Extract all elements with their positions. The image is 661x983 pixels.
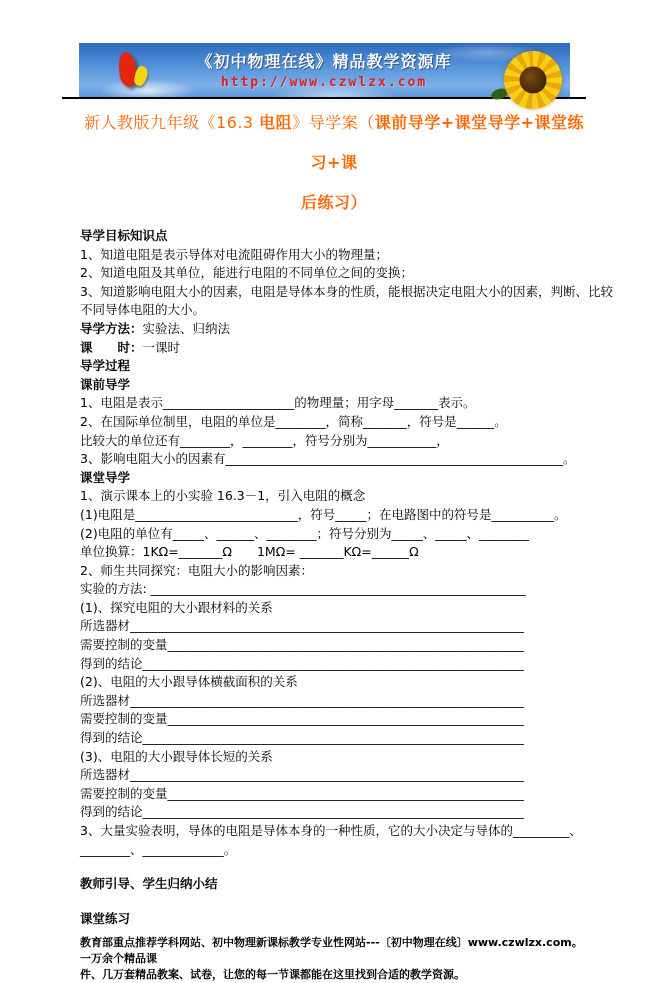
text-line: 1、演示课本上的小实验 16.3－1，引入电阻的概念 — [80, 488, 366, 504]
text-line: 所选器材_______________________________________________________________ — [80, 618, 524, 634]
document-body — [0, 227, 661, 928]
text-line: 3、知道影响电阻大小的因素，电阻是导体本身的性质，能根据决定电阻大小的因素，判断、比较 — [80, 283, 613, 299]
site-name: 《初中物理在线》精品教学资源库 — [196, 52, 452, 71]
text-line: 不同导体电阻的大小。 — [80, 302, 206, 318]
text-line: 单位换算：1KΩ=_______Ω 1MΩ= _______KΩ=______Ω — [80, 544, 419, 560]
section-heading: 课堂导学 — [80, 469, 131, 485]
text-line: (2)、电阻的大小跟导体横截面积的关系 — [80, 674, 298, 690]
text-line: 2、知道电阻及其单位，能进行电阻的不同单位之间的变换； — [80, 265, 413, 281]
section-heading: 课堂练习 — [80, 910, 131, 926]
header — [0, 0, 661, 97]
sunflower-disc — [520, 67, 547, 94]
text-line: 得到的结论_____________________________________________________________ — [80, 730, 524, 746]
text-line: (1)、探究电阻的大小跟材料的关系 — [80, 599, 273, 615]
text-line: 需要控制的变量_________________________________________________________ — [80, 637, 524, 653]
text-line: 1、电阻是表示_____________________的物理量；用字母_______表示。 — [80, 395, 476, 411]
flame-logo-icon — [117, 50, 159, 94]
footer-note — [0, 935, 661, 983]
text-line: 得到的结论_____________________________________________________________ — [80, 655, 524, 671]
sunflower-icon — [504, 51, 562, 109]
text-line: 所选器材_______________________________________________________________ — [80, 692, 524, 708]
section-heading: 导学目标知识点 — [80, 228, 168, 243]
site-banner — [79, 43, 570, 97]
section-heading: 导学过程 — [80, 358, 131, 374]
text-line: (1)电阻是__________________________，符号_____；在电路图中的符号是__________。 — [80, 506, 567, 522]
section-heading: 教师引导、学生归纳小结 — [80, 876, 218, 892]
banner-text — [174, 49, 474, 90]
site-url: http://www.czwlzx.com — [220, 75, 428, 90]
blank-spacer — [80, 859, 588, 875]
text-line: (3)、电阻的大小跟导体长短的关系 — [80, 748, 273, 764]
text-line: 比较大的单位还有________，________，符号分别为___________， — [80, 432, 449, 448]
text-line: 实验的方法: ____________________________________________________________ — [80, 581, 526, 597]
text-line: 需要控制的变量_________________________________________________________ — [80, 785, 524, 801]
footer-line: 教育部重点推荐学科网站、初中物理新课标教学专业性网站---〔初中物理在线〕www.czwlzx.com。一万余个精品课 — [80, 936, 583, 966]
text-line: 2、在国际单位制里，电阻的单位是________，简称_______，符号是______。 — [80, 413, 507, 429]
text-line: (2)电阻的单位有_____、______、________；符号分别为_____、_____、________ — [80, 525, 529, 541]
title-line: 后练习） — [300, 193, 367, 212]
text-line: 3、影响电阻大小的因素有______________________________________________________。 — [80, 451, 576, 467]
text-line: 3、大量实验表明，导体的电阻是导体本身的一种性质，它的大小决定与导体的_________、 — [80, 823, 582, 838]
text-line: 所选器材_______________________________________________________________ — [80, 767, 524, 783]
text-line: 得到的结论_____________________________________________________________ — [80, 804, 524, 820]
blank-spacer — [80, 894, 588, 910]
text-line: ________、_____________。 — [80, 841, 237, 857]
title-line: 新人教版九年级《16.3 电阻》导学案（课前导学+课堂导学+课堂练习+课 — [83, 113, 585, 172]
text-line: 导学方法：实验法、归纳法 — [80, 320, 231, 336]
document-title — [0, 103, 661, 223]
section-heading: 课前导学 — [80, 376, 131, 392]
footer-line: 件、几万套精品教案、试卷，让您的每一节课都能在这里找到合适的教学资源。 — [80, 968, 465, 982]
text-line: 2、师生共同探究：电阻大小的影响因素： — [80, 562, 313, 578]
text-line: 1、知道电阻是表示导体对电流阻碍作用大小的物理量； — [80, 246, 388, 262]
text-line: 课 时：一课时 — [80, 339, 181, 355]
text-line: 需要控制的变量_________________________________________________________ — [80, 711, 524, 727]
